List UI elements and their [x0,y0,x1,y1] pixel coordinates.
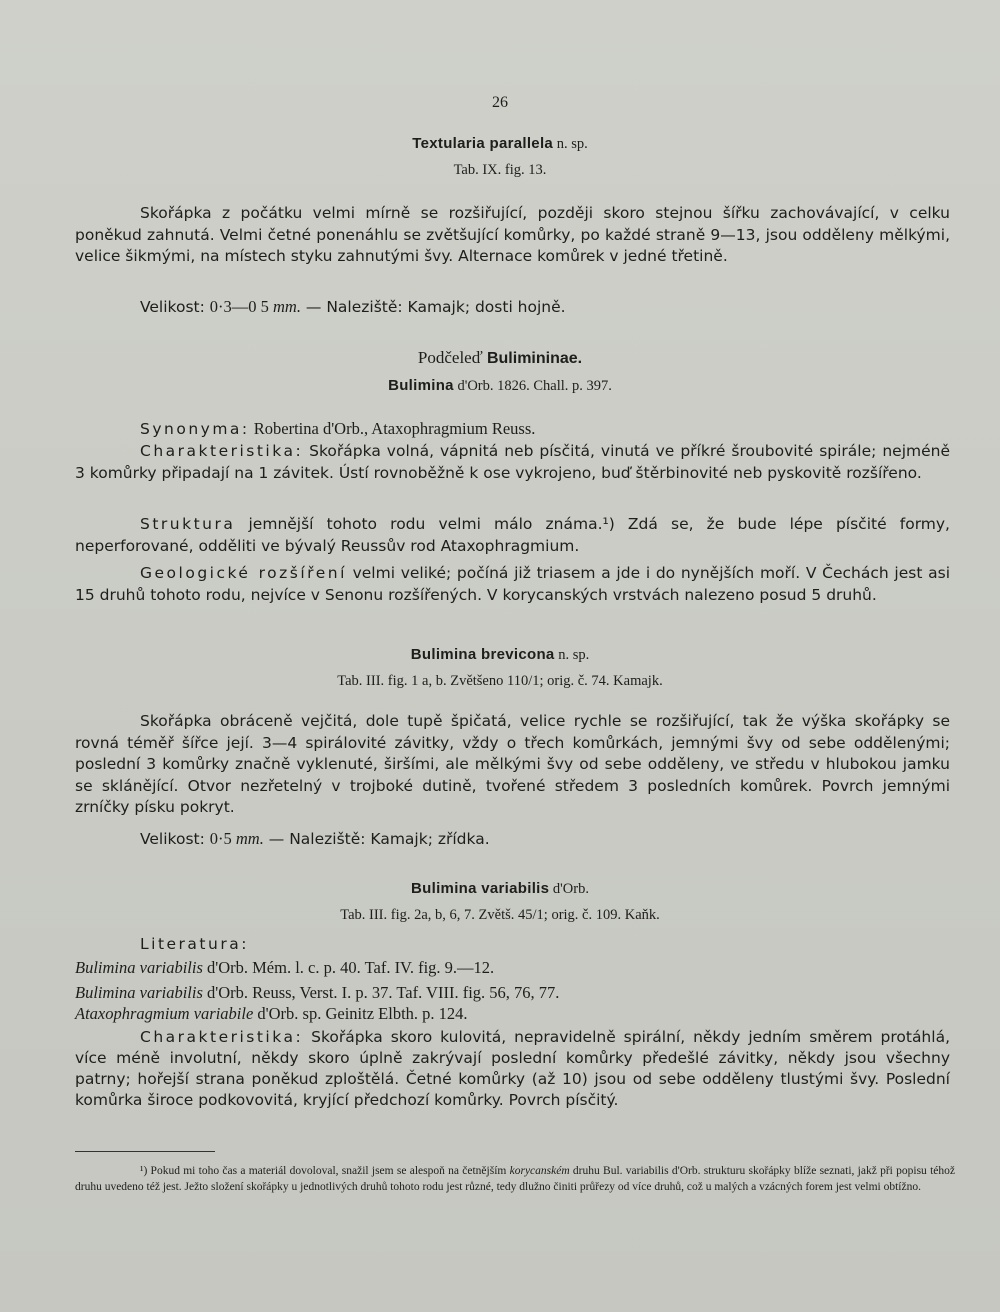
geology-text: velmi veliké; počíná již triasem a jde i do nynějších moří. V Čechách jest asi 15 druhů tohoto rodu, nejvíce v Senonu rozšířených. V korycanských vrstvách nalezeno posud 5 druhů. [75,564,950,604]
footnote-marker: ¹) [140,1165,148,1177]
genus-reference: d'Orb. 1826. Chall. p. 397. [453,378,612,394]
geology-label: Geologické rozšíření [140,564,347,582]
synonyma-label: Synonyma: [140,420,250,438]
size-label: Velikost: [140,830,210,848]
species-name: Bulimina variabilis [411,880,550,897]
page-number: 26 [492,94,508,111]
locality-text: — Naleziště: Kamajk; zřídka. [263,830,490,848]
genus-name: Bulimina [388,377,454,394]
description-paragraph: Skořápka obráceně vejčitá, dole tupě špičatá, velice rychle se rozšiřující, tak že výška skořápky se rovná téměř šířce její. 3—4 spirálovité závitky, vždy o třech komůrkách, jemnými švy od sebe oddělenými; poslední 3 komůrky značně vyklenuté, širšími, ale mělkými švy od sebe odděleny, ve středu v hlubokou jamku se sklánějící. Otvor nezřetelný v trojboké dutině, tvořené středem 3 posledních komůrek. Povrch jemnými zrníčky písku pokryt. [75,712,950,816]
footnote-text-b: druhu Bul. variabilis d'Orb. strukturu skořápky blíže seznati, jakž při popisu téhož druhu uvedeno též jest. Ježto složení skořápky u jednotlivých druhů tohoto rodu jest různé, tedy dlužno činiti průřezy od více druhů, což u malých a vzácných forem jest velmi obtížno. [75,1165,955,1193]
charakteristika-paragraph [75,441,950,484]
size-line [140,829,1000,849]
species-name: Bulimina brevicona [410,646,555,663]
literature-entry [75,1004,950,1024]
charakteristika-text: Skořápka volná, vápnitá neb písčitá, vinutá ve příkré šroubovité spirále; nejméně 3 komůrky připadají na 1 závitek. Ústí rovnoběžně k ose vykrojeno, buď štěrbinovité neb pyskovitě rozšířeno. [75,442,950,482]
struktura-label: Struktura [140,515,236,533]
literature-taxon: Bulimina variabilis [75,983,203,1002]
charakteristika-label: Charakteristika: [140,1028,304,1046]
size-line [140,297,1000,317]
plate-reference: Tab. IX. fig. 13. [453,162,547,178]
subfamily-name: Bulimininae. [486,350,583,367]
size-label: Velikost: [140,298,210,316]
synonyma-line [140,419,1000,439]
charakteristika-label: Charakteristika: [140,442,304,460]
literature-reference: d'Orb. Reuss, Verst. I. p. 37. Taf. VIII. fig. 56, 76, 77. [202,983,560,1002]
plate-reference: Tab. III. fig. 2a, b, 6, 7. Zvětš. 45/1; orig. č. 109. Kaňk. [340,907,660,923]
size-value: 0·5 [209,829,236,848]
charakteristika-paragraph [75,1027,950,1111]
charakteristika-text: Skořápka skoro kulovitá, nepravidelně spirální, někdy jedním směrem protáhlá, více méně involutní, někdy skoro úplně zakrývají poslední komůrky předešlé závitky, někdy jsou všechny patrny; hořejší strana poněkud zploštělá. Četné komůrky (až 10) jsou od sebe odděleny tlustými švy. Poslední komůrka široce podkovovitá, kryjící předchozí komůrky. Povrch písčitý. [75,1028,950,1109]
size-unit: mm. [235,829,264,848]
species-heading-brevicona [0,646,1000,664]
literature-entry [75,983,950,1003]
species-author: n. sp. [553,136,588,152]
synonyma-text: Robertina d'Orb., Ataxophragmium Reuss. [249,419,536,438]
literature-taxon: Bulimina variabilis [75,958,203,977]
locality-text: — Naleziště: Kamajk; dosti hojně. [300,298,566,316]
literatura-label [140,935,1000,953]
species-name: Textularia parallela [412,135,554,152]
footnote-rule [75,1151,215,1152]
size-unit: mm. [273,297,301,316]
struktura-text: jemnější tohoto rodu velmi málo známa.¹) Zdá se, že bude lépe písčité formy, neperforované, odděliti ve bývalý Reussův rod Ataxophragmium. [75,515,950,555]
footnote [75,1163,955,1195]
literature-reference: d'Orb. Mém. l. c. p. 40. Taf. IV. fig. 9.—12. [202,958,495,977]
description-paragraph: Skořápka z počátku velmi mírně se rozšiřující, později skoro stejnou šířku zachovávající, v celku poněkud zahnutá. Velmi četné ponenáhlu se zvětšující komůrky, po každé straně 9—13, jsou odděleny mělkými, velice šikmými, na místech styku zahnutými švy. Alternace komůrek v jedné třetině. [75,204,950,265]
species-heading-variabilis [0,880,1000,898]
size-value: 0·3—0 5 [209,297,274,316]
plate-reference: Tab. III. fig. 1 a, b. Zvětšeno 110/1; orig. č. 74. Kamajk. [337,673,663,689]
literature-reference: d'Orb. sp. Geinitz Elbth. p. 124. [253,1004,468,1023]
species-heading-textularia [0,135,1000,153]
geology-paragraph [75,563,950,606]
footnote-italic: korycanském [509,1165,570,1177]
struktura-paragraph [75,514,950,557]
footnote-text-a: Pokud mi toho čas a materiál dovoloval, snažil jsem se alespoň na četnějším [147,1165,510,1177]
species-author: n. sp. [554,647,590,663]
subfamily-prefix: Podčeleď [417,348,487,367]
genus-heading [0,377,1000,395]
literature-entry [75,958,950,978]
subfamily-heading [0,348,1000,368]
literatura-heading: Literatura: [140,935,249,953]
literature-taxon: Ataxophragmium variabile [75,1004,254,1023]
species-author: d'Orb. [549,881,589,897]
